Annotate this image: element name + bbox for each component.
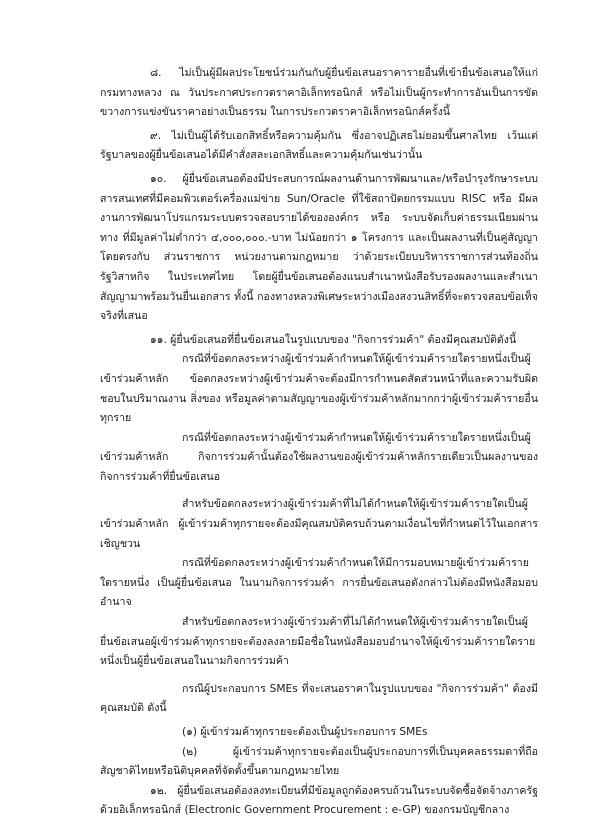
clause-11-smes-item-1: (๑) ผู้เข้าร่วมค้าทุกรายจะต้องเป็นผู้ประกอบการ SMEs [182,726,428,738]
clause-11-lead-partner-share: กรณีที่ข้อตกลงระหว่างผู้เข้าร่วมค้ากำหนดให้ผู้เข้าร่วมค้ารายใดรายหนึ่งเป็นผู้เข้าร่วมค้าหลัก ข้อตกลงระหว่างผู้เข้าร่วมค้าจะต้องมีการกำหนดสัดส่วนหน้าที่และความรับผิดชอบในปริมาณงาน สิ่งของ หรือมูลค่าตามสัญญาของผู้เข้าร่วมค้าหลักมากกว่าผู้เข้าร่วมค้ารายอื่นทุกราย [100,353,538,425]
clause-9: ๙. ไม่เป็นผู้ได้รับเอกสิทธิ์หรือความคุ้มกัน ซึ่งอาจปฏิเสธไม่ยอมขึ้นศาลไทย เว้นแต่รัฐบาลของผู้ยื่นข้อเสนอได้มีคำสั่งสละเอกสิทธิ์และความคุ้มกันเช่นว่านั้น [100,129,538,162]
clause-8: ๘. ไม่เป็นผู้มีผลประโยชน์ร่วมกันกับผู้ยื่นข้อเสนอราคารายอื่นที่เข้ายื่นข้อเสนอให้แก่กรมทางหลวง ณ วันประกาศประกวดราคาอิเล็กทรอนิกส์ หรือไม่เป็นผู้กระทำการอันเป็นการขัดขวางการแข่งขันราคาอย่างเป็นธรรม ในการประกวดราคาอิเล็กทรอนิกส์ครั้งนี้ [100,67,538,119]
clause-11-designated-bidder: กรณีที่ข้อตกลงระหว่างผู้เข้าร่วมค้ากำหนดให้มีการมอบหมายผู้เข้าร่วมค้ารายใดรายหนึ่ง เป็นผู้ยื่นข้อเสนอ ในนามกิจการร่วมค้า การยื่นข้อเสนอดังกล่าวไม่ต้องมีหนังสือมอบอำนาจ [100,557,538,609]
clause-11-power-of-attorney: สำหรับข้อตกลงระหว่างผู้เข้าร่วมค้าที่ไม่ได้กำหนดให้ผู้เข้าร่วมค้ารายใดเป็นผู้ยื่นข้อเสนอผู้เข้าร่วมค้าทุกรายจะต้องลงลายมือชื่อในหนังสือมอบอำนาจให้ผู้เข้าร่วมค้ารายใดรายหนึ่งเป็นผู้ยื่นข้อเสนอในนามกิจการร่วมค้า [100,616,536,668]
clause-12: ๑๒. ผู้ยื่นข้อเสนอต้องลงทะเบียนที่มีข้อมูลถูกต้องครบถ้วนในระบบจัดซื้อจัดจ้างภาครัฐด้วยอิเล็กทรอนิกส์ (Electronic Government Procurement : e-GP) ของกรมบัญชีกลาง [100,784,538,817]
clause-11-smes-heading: กรณีผู้ประกอบการ SMEs ที่จะเสนอราคาในรูปแบบของ "กิจการร่วมค้า" ต้องมีคุณสมบัติ ดังนี้ [100,682,538,715]
clause-11-lead-partner-experience: กรณีที่ข้อตกลงระหว่างผู้เข้าร่วมค้ากำหนดให้ผู้เข้าร่วมค้ารายใดรายหนึ่งเป็นผู้เข้าร่วมค้าหลัก กิจการร่วมค้านั้นต้องใช้ผลงานของผู้เข้าร่วมค้าหลักรายเดียวเป็นผลงานของกิจการร่วมค้าที่ยื่นข้อเสนอ [100,431,538,483]
clause-11-smes-item-2: (๒) ผู้เข้าร่วมค้าทุกรายจะต้องเป็นผู้ประกอบการที่เป็นบุคคลธรรมดาที่ถือสัญชาติไทยหรือนิติบุคคลที่จัดตั้งขึ้นตามกฎหมายไทย [100,745,538,778]
clause-11: ๑๑. ผู้ยื่นข้อเสนอที่ยื่นข้อเสนอในรูปแบบของ "กิจการร่วมค้า" ต้องมีคุณสมบัติดังนี้ [150,333,517,346]
clause-10: ๑๐. ผู้ยื่นข้อเสนอต้องมีประสบการณ์ผลงานด้านการพัฒนาและ/หรือบำรุงรักษาระบบสารสนเทศที่มีคอมพิวเตอร์เครื่องแม่ข่าย Sun/Oracle ที่ใช้สถาปัตยกรรมแบบ RISC หรือ มีผลงานการพัฒนาโปรแกรมระบบตรวจสอบรายได้ขององค์กร หรือ ระบบจัดเก็บค่าธรรมเนียมผ่านทาง ที่มีมูลค่าไม่ต่ำกว่า ๔,๐๐๐,๐๐๐.-บาท ไม่น้อยกว่า ๑ โครงการ และเป็นผลงานที่เป็นคู่สัญญาโดยตรงกับ ส่วนราชการ หน่วยงานตามกฎหมาย ว่าด้วยระเบียบบริหารราชการส่วนท้องถิ่น รัฐวิสาหกิจ ในประเทศไทย โดยผู้ยื่นข้อเสนอต้องแนบสำเนาหนังสือรับรองผลงานและสำเนาสัญญามาพร้อมวันยื่นเอกสาร ทั้งนี้ กองทางหลวงพิเศษระหว่างเมืองสงวนสิทธิ์ที่จะตรวจสอบข้อเท็จจริงที่เสนอ [100,172,538,323]
clause-11-no-lead-partner: สำหรับข้อตกลงระหว่างผู้เข้าร่วมค้าที่ไม่ได้กำหนดให้ผู้เข้าร่วมค้ารายใดเป็นผู้เข้าร่วมค้าหลัก ผู้เข้าร่วมค้าทุกรายจะต้องมีคุณสมบัติครบถ้วนตามเงื่อนไขที่กำหนดไว้ในเอกสารเชิญชวน [100,498,538,550]
